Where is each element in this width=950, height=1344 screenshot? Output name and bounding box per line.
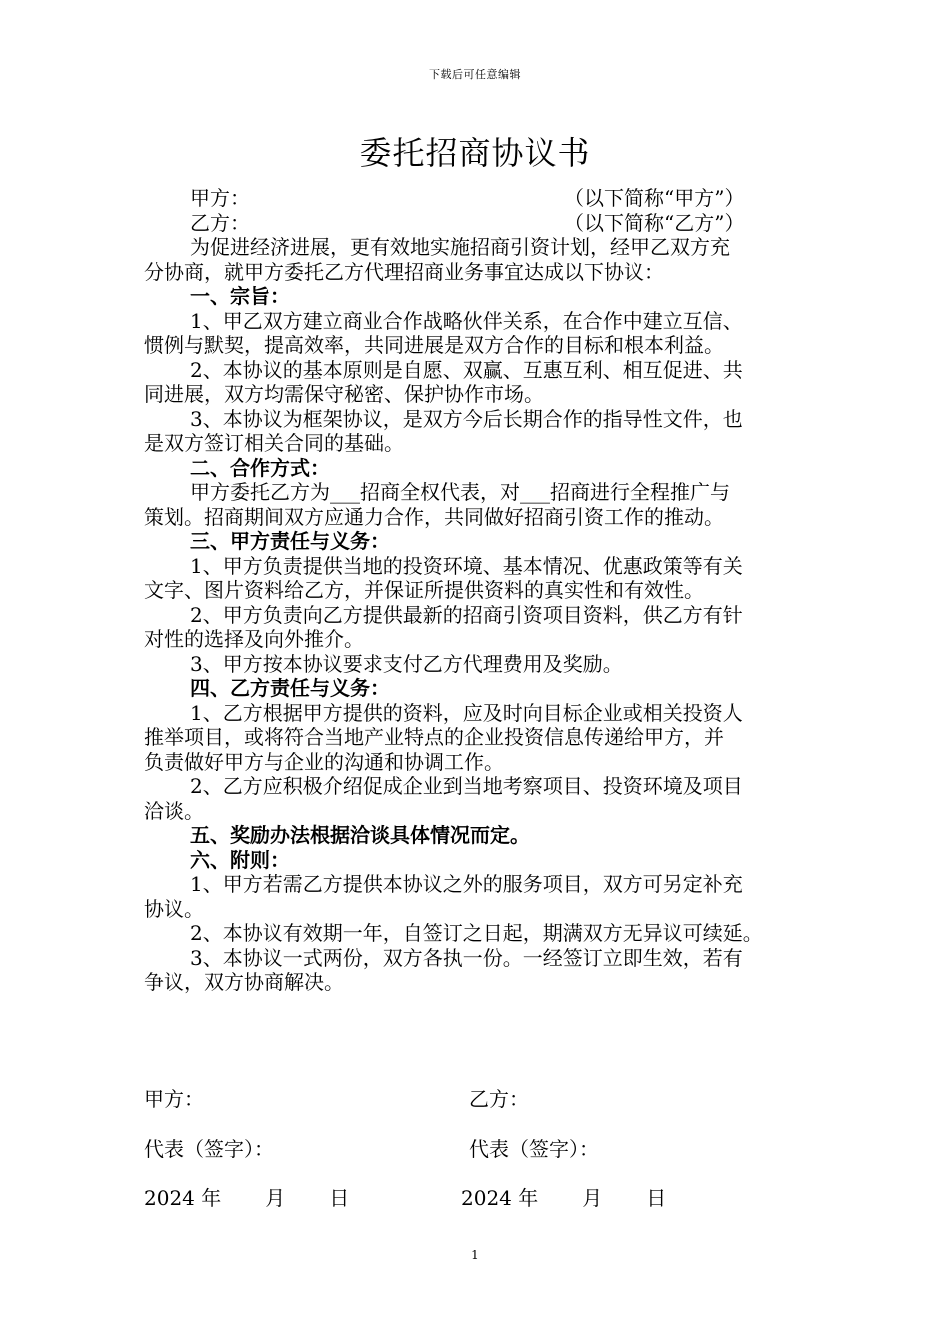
section-heading: 三、甲方责任与义务： bbox=[190, 529, 390, 553]
clause-line: 2、本协议有效期一年，自签订之日起，期满双方无异议可续延。 bbox=[190, 921, 763, 945]
page-number: 1 bbox=[471, 1248, 479, 1262]
party-a-row bbox=[144, 186, 812, 211]
document-title: 委托招商协议书 bbox=[359, 134, 591, 172]
clause-line: 甲方委托乙方为___招商全权代表，对___招商进行全程推广与 bbox=[190, 480, 730, 504]
clause-line: 协议。 bbox=[144, 896, 204, 921]
party-b-label: 乙方： bbox=[190, 210, 250, 235]
section-heading: 六、附则： bbox=[190, 847, 290, 872]
clause-line: 1、乙方根据甲方提供的资料，应及时向目标企业或相关投资人 bbox=[190, 700, 743, 725]
clause-line: 惯例与默契，提高效率，共同进展是双方合作的目标和根本利益。 bbox=[144, 333, 724, 357]
signature-rep-b: 代表（签字）： bbox=[469, 1137, 599, 1161]
date-day: 日 bbox=[329, 1186, 350, 1210]
section-heading: 一、宗旨： bbox=[190, 284, 290, 308]
clause-line: 2、乙方应积极介绍促成企业到当地考察项目、投资环境及项目 bbox=[190, 774, 743, 798]
clause-line: 同进展，双方均需保守秘密、保护协作市场。 bbox=[144, 382, 544, 406]
header-note: 下载后可任意编辑 bbox=[429, 68, 521, 81]
clause-line: 推举项目，或将符合当地产业特点的企业投资信息传递给甲方，并 bbox=[144, 725, 724, 749]
clause-line: 策划。招商期间双方应通力合作，共同做好招商引资工作的推动。 bbox=[144, 504, 724, 529]
section-heading: 二、合作方式： bbox=[190, 455, 330, 480]
intro-line: 分协商，就甲方委托乙方代理招商业务事宜达成以下协议： bbox=[144, 259, 664, 284]
signature-date-b bbox=[461, 1182, 666, 1211]
section-heading: 五、奖励办法根据洽谈具体情况而定。 bbox=[190, 823, 530, 847]
clause-line: 2、本协议的基本原则是自愿、双赢、互惠互利、相互促进、共 bbox=[190, 357, 743, 382]
section-heading: 四、乙方责任与义务： bbox=[190, 676, 390, 700]
date-month: 月 bbox=[582, 1186, 603, 1210]
date-year: 2024 年 bbox=[144, 1186, 222, 1210]
clause-line: 3、本协议一式两份，双方各执一份。一经签订立即生效，若有 bbox=[190, 945, 743, 970]
clause-line: 对性的选择及向外推介。 bbox=[144, 627, 364, 651]
clause-line: 1、甲方若需乙方提供本协议之外的服务项目，双方可另定补充 bbox=[190, 872, 743, 896]
party-b-row bbox=[144, 211, 812, 236]
clause-line: 1、甲乙双方建立商业合作战略伙伴关系，在合作中建立互信、 bbox=[190, 308, 743, 333]
clause-line: 文字、图片资料给乙方，并保证所提供资料的真实性和有效性。 bbox=[144, 578, 704, 602]
clause-line: 负责做好甲方与企业的沟通和协调工作。 bbox=[144, 749, 504, 774]
date-year: 2024 年 bbox=[461, 1186, 539, 1210]
clause-line: 是双方签订相关合同的基础。 bbox=[144, 431, 404, 455]
date-month: 月 bbox=[265, 1186, 286, 1210]
signature-party-a: 甲方： bbox=[144, 1087, 204, 1111]
intro-line: 为促进经济进展，更有效地实施招商引资计划，经甲乙双方充 bbox=[190, 235, 730, 259]
party-a-label: 甲方： bbox=[190, 186, 250, 210]
signature-rep-a: 代表（签字）： bbox=[144, 1137, 274, 1161]
agreement-body bbox=[144, 186, 812, 995]
clause-line: 洽谈。 bbox=[144, 798, 204, 823]
clause-line: 3、本协议为框架协议，是双方今后长期合作的指导性文件，也 bbox=[190, 406, 743, 431]
clause-line: 争议，双方协商解决。 bbox=[144, 970, 344, 994]
clause-line: 1、甲方负责提供当地的投资环境、基本情况、优惠政策等有关 bbox=[190, 553, 743, 578]
clause-line: 3、甲方按本协议要求支付乙方代理费用及奖励。 bbox=[190, 651, 623, 676]
signature-date-a bbox=[144, 1182, 349, 1211]
signature-party-b: 乙方： bbox=[469, 1087, 529, 1111]
party-b-alias: （以下简称“乙方”） bbox=[564, 210, 745, 235]
date-day: 日 bbox=[646, 1186, 667, 1210]
party-a-alias: （以下简称“甲方”） bbox=[564, 186, 745, 210]
sections bbox=[144, 284, 812, 995]
clause-line: 2、甲方负责向乙方提供最新的招商引资项目资料，供乙方有针 bbox=[190, 602, 743, 627]
